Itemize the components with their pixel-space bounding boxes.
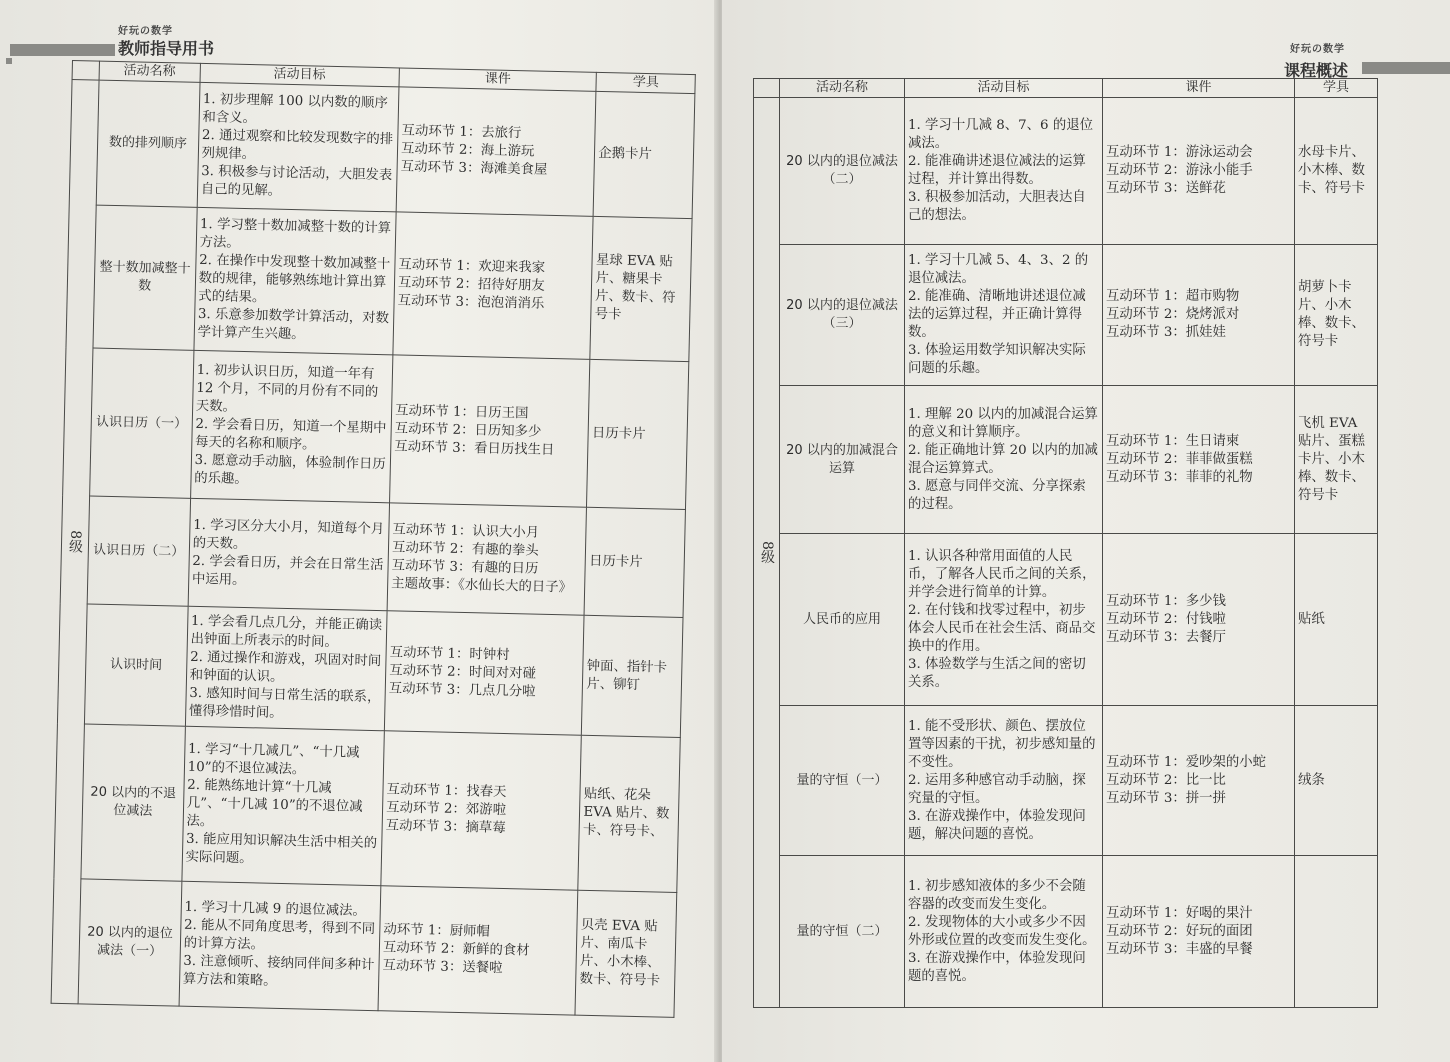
table-header-row xyxy=(754,79,1378,98)
column-header-goals: 活动目标 xyxy=(200,63,400,87)
goal-item: 1. 学习整十数加减整十数的计算方法。 xyxy=(199,216,392,251)
goal-item: 1. 学习区分大小月，知道每个月的天数。 xyxy=(192,517,385,552)
courseware-item: 互动环节 3：摘草莓 xyxy=(385,818,506,837)
learning-tools: 钟面、指针卡片、铆钉 xyxy=(582,615,683,737)
activity-name: 20 以内的退位减法（三） xyxy=(780,245,905,386)
courseware-item: 互动环节 2：好玩的面团 xyxy=(1106,923,1253,939)
header-bar xyxy=(1362,62,1450,74)
goal-item: 3. 乐意参加数学计算活动，对数学计算产生兴趣。 xyxy=(197,306,390,343)
goal-item: 1. 学习十几减 8、7、6 的退位减法。 xyxy=(908,118,1094,151)
activity-name: 数的排列顺序 xyxy=(96,80,200,207)
courseware-item: 互动环节 2：郊游啦 xyxy=(385,800,507,819)
book-logo: 好玩の数学 xyxy=(118,26,173,37)
activity-name: 量的守恒（二） xyxy=(780,856,905,1008)
courseware-item: 互动环节 3：海滩美食屋 xyxy=(400,159,548,178)
table-row xyxy=(754,98,1378,245)
goal-item: 1. 认识各种常用面值的人民币，了解各人民币之间的关系，并学会进行简单的计算。 xyxy=(908,548,1096,600)
right-page-header xyxy=(1270,40,1450,80)
activity-name: 认识日历（二） xyxy=(87,496,190,606)
courseware-item: 互动环节 3：有趣的日历 xyxy=(391,557,539,577)
table-row xyxy=(754,386,1378,534)
activity-goals xyxy=(905,534,1103,706)
activity-name: 20 以内的退位减法（一） xyxy=(78,879,182,1006)
goal-item: 2. 能准确讲述退位减法的运算过程，并计算出得数。 xyxy=(908,154,1086,187)
courseware-item: 互动环节 1：爱吵架的小蛇 xyxy=(1106,754,1267,770)
column-header-level xyxy=(72,61,99,81)
courseware-item: 互动环节 1：日历王国 xyxy=(395,402,529,421)
left-page-header xyxy=(10,28,310,64)
courseware-item: 互动环节 2：招待好朋友 xyxy=(397,275,545,294)
courseware-item: 互动环节 3：抓娃娃 xyxy=(1106,325,1226,340)
courseware xyxy=(1103,386,1295,534)
goal-item: 3. 体验运用数学知识解决实际问题的乐趣。 xyxy=(908,343,1086,376)
courseware-item: 互动环节 2：时间对对碰 xyxy=(389,662,537,682)
courseware-item: 互动环节 2：比一比 xyxy=(1106,772,1226,788)
courseware-item: 互动环节 2：付钱啦 xyxy=(1106,611,1226,627)
goal-item: 2. 能熟练地计算“十几减几”、“十几减 10”的不退位减法。 xyxy=(186,777,363,830)
activity-name: 整十数加减整十数 xyxy=(93,205,197,350)
courseware-item: 互动环节 3：送餐啦 xyxy=(382,958,503,976)
goal-item: 1. 学习“十几减几”、“十几减 10”的不退位减法。 xyxy=(187,741,360,778)
courseware-item: 互动环节 1：欢迎来我家 xyxy=(398,257,546,276)
courseware xyxy=(1103,245,1295,386)
learning-tools: 贴纸 xyxy=(1295,534,1378,706)
activity-goals xyxy=(905,856,1103,1008)
courseware-item: 互动环节 3：送鲜花 xyxy=(1106,181,1226,196)
courseware-item: 互动环节 2：新鲜的食材 xyxy=(382,940,530,959)
activity-goals xyxy=(197,82,399,211)
learning-tools: 贝壳 EVA 贴片、南瓜卡片、小木棒、数卡、符号卡 xyxy=(575,890,676,1017)
goal-item: 2. 能准确、清晰地讲述退位减法的运算过程，并正确计算得数。 xyxy=(908,289,1086,340)
activity-name: 20 以内的不退位减法 xyxy=(81,724,185,881)
activity-goals xyxy=(185,606,387,730)
goal-item: 3. 体验数学与生活之间的密切关系。 xyxy=(908,656,1086,690)
courseware xyxy=(393,212,593,359)
courseware xyxy=(390,355,591,507)
header-title: 课程概述 xyxy=(1284,61,1349,80)
level-label: 8级 xyxy=(66,530,84,554)
courseware-item: 互动环节 1：好喝的果汁 xyxy=(1106,905,1253,921)
goal-item: 3. 能应用知识解决生活中相关的实际问题。 xyxy=(185,831,378,867)
learning-tools: 胡萝卜卡片、小木棒、数卡、符号卡 xyxy=(1295,245,1378,386)
table-row xyxy=(754,534,1378,706)
column-header-level xyxy=(754,79,780,98)
courseware-item: 互动环节 3：几点几分啦 xyxy=(388,680,536,700)
learning-tools: 企鹅卡片 xyxy=(593,91,694,218)
activity-name: 认识日历（一） xyxy=(90,348,194,498)
activity-goals xyxy=(179,881,381,1010)
column-header-goals: 活动目标 xyxy=(905,79,1103,98)
learning-tools xyxy=(1295,856,1378,1008)
courseware xyxy=(1103,98,1295,245)
right-schedule-table xyxy=(753,78,1378,1008)
table-row xyxy=(754,856,1378,1008)
learning-tools: 贴纸、花朵 EVA 贴片、数卡、符号卡、 xyxy=(578,735,680,892)
level-label: 8级 xyxy=(759,541,775,564)
goal-item: 2. 学会看日历，并会在日常生活中运用。 xyxy=(191,553,384,588)
courseware xyxy=(387,503,587,615)
goal-item: 3. 注意倾听、接纳同伴间多种计算方法和策略。 xyxy=(182,953,375,989)
courseware-item: 互动环节 1：去旅行 xyxy=(401,123,522,142)
goal-item: 1. 理解 20 以内的加减混合运算的意义和计算顺序。 xyxy=(908,406,1098,440)
goal-item: 2. 能正确地计算 20 以内的加减混合运算算式。 xyxy=(908,442,1098,476)
goal-item: 1. 初步理解 100 以内数的顺序和含义。 xyxy=(202,91,388,127)
goal-item: 3. 积极参加活动，大胆表达自己的想法。 xyxy=(908,190,1086,223)
courseware xyxy=(1103,856,1295,1008)
goal-item: 3. 感知时间与日常生活的联系，懂得珍惜时间。 xyxy=(188,685,381,721)
courseware xyxy=(1103,706,1295,856)
goal-item: 1. 初步认识日历，知道一年有 12 个月，不同的月份有不同的天数。 xyxy=(195,362,379,415)
goal-item: 1. 能不受形状、颜色、摆放位置等因素的干扰，初步感知量的不变性。 xyxy=(908,718,1096,770)
courseware xyxy=(384,611,584,735)
table-row xyxy=(754,245,1378,386)
goal-item: 2. 发现物体的大小或多少不因外形或位置的改变而发生变化。 xyxy=(908,914,1096,948)
learning-tools: 飞机 EVA 贴片、蛋糕卡片、小木棒、数卡、符号卡 xyxy=(1295,386,1378,534)
activity-goals xyxy=(188,498,390,610)
goal-item: 3. 在游戏操作中，体验发现问题，解决问题的喜悦。 xyxy=(908,808,1086,842)
learning-tools: 日历卡片 xyxy=(584,507,685,617)
activity-goals xyxy=(194,207,397,354)
activity-goals xyxy=(905,98,1103,245)
activity-name: 20 以内的退位减法（二） xyxy=(780,98,905,245)
courseware xyxy=(378,886,578,1015)
left-page xyxy=(0,0,718,1062)
table-row xyxy=(57,603,683,737)
courseware-item: 互动环节 1：多少钱 xyxy=(1106,593,1226,609)
table-row xyxy=(69,80,695,219)
learning-tools: 水母卡片、小木棒、数卡、符号卡 xyxy=(1295,98,1378,245)
table-row xyxy=(66,204,692,361)
table-row xyxy=(754,706,1378,856)
courseware-item: 互动环节 2：日历知多少 xyxy=(394,420,542,440)
courseware-item: 动环节 1：厨师帽 xyxy=(383,922,491,940)
goal-item: 2. 通过观察和比较发现数字的排列规律。 xyxy=(201,127,394,163)
courseware-item: 互动环节 3：菲菲的礼物 xyxy=(1106,469,1253,485)
courseware-item: 互动环节 2：游泳小能手 xyxy=(1106,163,1253,178)
table-row xyxy=(60,495,685,617)
courseware-item: 互动环节 3：拼一拼 xyxy=(1106,790,1226,806)
courseware-item: 互动环节 1：找春天 xyxy=(386,782,507,801)
goal-item: 3. 积极参与讨论活动，大胆发表自己的见解。 xyxy=(200,163,393,199)
header-title: 教师指导用书 xyxy=(118,39,215,58)
activity-name: 20 以内的加减混合运算 xyxy=(780,386,905,534)
book-logo: 好玩の数学 xyxy=(1290,44,1345,55)
goal-item: 2. 在付钱和找零过程中，初步体会人民币在社会生活、商品交换中的作用。 xyxy=(908,602,1096,654)
activity-name: 人民币的应用 xyxy=(780,534,905,706)
courseware-item: 互动环节 2：有趣的拳头 xyxy=(391,539,539,559)
learning-tools: 星球 EVA 贴片、糖果卡片、数卡、符号卡 xyxy=(590,216,692,361)
column-header-tools: 学具 xyxy=(1295,79,1378,98)
goal-item: 3. 在游戏操作中，体验发现问题的喜悦。 xyxy=(908,950,1086,984)
courseware-item: 互动环节 1：生日请柬 xyxy=(1106,433,1240,449)
goal-item: 2. 通过操作和游戏，巩固对时间和钟面的认识。 xyxy=(189,649,382,685)
activity-name: 量的守恒（一） xyxy=(780,706,905,856)
goal-item: 2. 在操作中发现整十数加减整十数的规律，能够熟练地计算出算式的结果。 xyxy=(198,252,391,306)
goal-item: 1. 学习十几减 5、4、3、2 的退位减法。 xyxy=(908,253,1089,286)
goal-item: 1. 学习十几减 9 的退位减法。 xyxy=(184,899,366,919)
activity-goals xyxy=(190,350,393,502)
courseware-item: 主题故事：《水仙长大的日子》 xyxy=(391,575,573,595)
goal-item: 3. 愿意与同伴交流、分享探索的过程。 xyxy=(908,478,1086,512)
courseware-item: 互动环节 1：超市购物 xyxy=(1106,289,1240,304)
table-row xyxy=(51,878,677,1017)
activity-name: 认识时间 xyxy=(84,604,187,726)
activity-goals xyxy=(905,706,1103,856)
courseware xyxy=(396,87,596,216)
goal-item: 2. 学会看日历，知道一个星期中每天的名称和顺序。 xyxy=(194,416,387,453)
goal-item: 1. 学会看几点几分，并能正确读出钟面上所表示的时间。 xyxy=(190,613,383,650)
goal-item: 3. 愿意动手动脑，体验制作日历的乐趣。 xyxy=(194,452,386,487)
courseware xyxy=(1103,534,1295,706)
column-header-name: 活动名称 xyxy=(780,79,905,98)
left-schedule-table xyxy=(51,60,696,1018)
level-cell xyxy=(754,98,780,1008)
column-header-name: 活动名称 xyxy=(99,61,200,82)
goal-item: 2. 能从不同角度思考，得到不同的计算方法。 xyxy=(183,917,376,953)
table-row xyxy=(63,347,689,509)
goal-item: 1. 初步感知液体的多少不会随容器的改变而发生变化。 xyxy=(908,878,1086,912)
courseware xyxy=(381,731,582,890)
column-header-courseware: 课件 xyxy=(1103,79,1295,98)
courseware-item: 互动环节 1：游泳运动会 xyxy=(1106,145,1253,160)
learning-tools: 绒条 xyxy=(1295,706,1378,856)
table-row xyxy=(54,723,680,892)
activity-goals xyxy=(905,245,1103,386)
courseware-item: 互动环节 2：菲菲做蛋糕 xyxy=(1106,451,1253,467)
courseware-item: 互动环节 3：丰盛的早餐 xyxy=(1106,941,1253,957)
courseware-item: 互动环节 1：认识大小月 xyxy=(392,521,540,541)
column-header-courseware: 课件 xyxy=(399,68,597,91)
courseware-item: 互动环节 3：看日历找生日 xyxy=(394,438,555,458)
activity-goals xyxy=(182,726,385,885)
learning-tools: 日历卡片 xyxy=(587,359,689,509)
header-bar xyxy=(10,44,115,56)
goal-item: 2. 运用多种感官动手动脑，探究量的守恒。 xyxy=(908,772,1086,806)
header-square-decor xyxy=(6,58,12,64)
header-square-decor xyxy=(14,50,20,56)
courseware-item: 互动环节 3：去餐厅 xyxy=(1106,629,1226,645)
courseware-item: 互动环节 2：海上游玩 xyxy=(400,141,535,160)
courseware-item: 互动环节 3：泡泡消消乐 xyxy=(397,293,545,312)
column-header-tools: 学具 xyxy=(596,72,695,93)
activity-goals xyxy=(905,386,1103,534)
courseware-item: 互动环节 1：时钟村 xyxy=(389,644,510,663)
courseware-item: 互动环节 2：烧烤派对 xyxy=(1106,307,1240,322)
